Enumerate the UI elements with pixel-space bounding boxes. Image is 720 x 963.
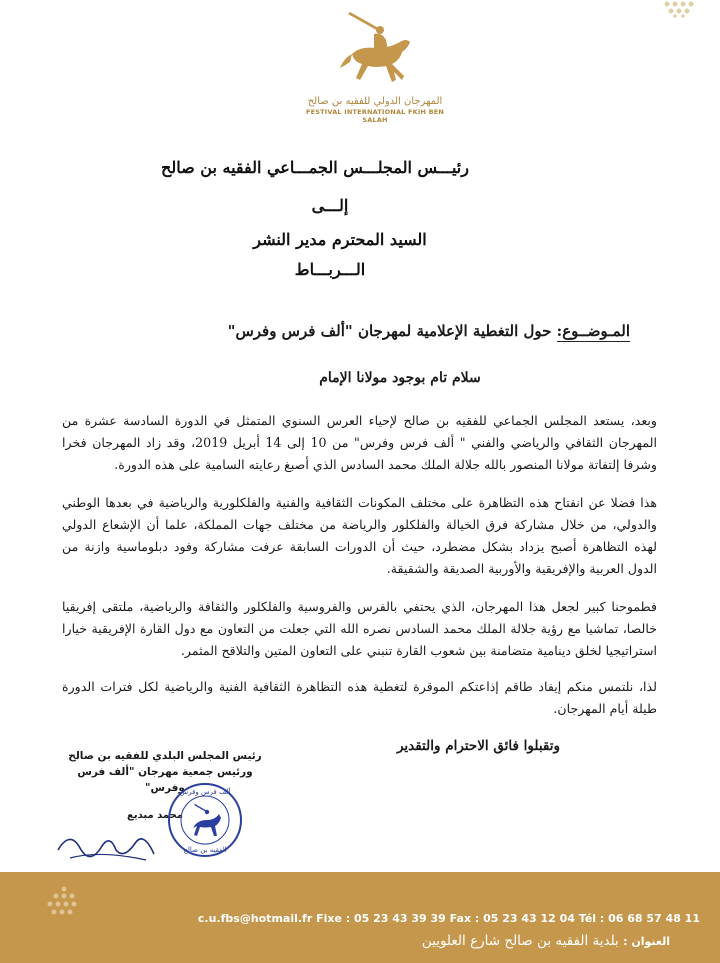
body-paragraph-2: هذا فضلا عن انفتاح هذه التظاهرة على مختلف المكونات الثقافية والفنية والفلكلورية والرياضية في بعدها الوطني والدولي، من خلال مشاركة فرق الخيالة والفلكلور والرياضة من مختلف جهات المملكة، علما أن الإشعاع الدولي لهذه التظاهرة أصبح يزداد بشكل مضطرد، حيث أن الدورات السابقة عرفت مشاركة وفود دبلوماسية وازنة من الدول العربية والإفريقية والأوربية الصديقة والشقيقة. [62, 495, 657, 576]
body-paragraph-4: لذا، نلتمس منكم إيفاد طاقم إذاعتكم الموقرة لتغطية هذه التظاهرة الثقافية الفنية والرياضية لكل فترات الدورة طيلة أيام المهرجان. [62, 679, 657, 716]
subject-label: المـوضــوع: [556, 322, 630, 340]
recipient-city: الـــربـــاط [294, 260, 366, 279]
to-label: إلـــى [311, 196, 349, 215]
letterhead-logo [300, 8, 450, 124]
decorative-dots-icon [44, 884, 84, 924]
logo-french-text: FESTIVAL INTERNATIONAL FKIH BEN SALAH [305, 108, 445, 124]
recipient-title: السيد المحترم مدير النشر [253, 230, 427, 249]
signatory-title-2: ورئيس جمعية مهرجان "ألف فرس وفرس" [77, 766, 253, 794]
address-label: العنوان : [623, 935, 670, 948]
logo-arabic-text: المهرجان الدولي للفقيه بن صالح [307, 96, 443, 107]
stamp-bottom-text: الفقيه بن صالح [183, 846, 227, 854]
handwritten-signature-icon [50, 820, 170, 870]
body-paragraph-1: وبعد، يستعد المجلس الجماعي للفقيه بن صالح لإحياء العرس السنوي المتمثل في الدورة السادسة عشرة من المهرجان الثقافي والرياضي والفني " ألف فرس وفرس" من 10 إلى 14 أبريل 2019، وقد زاد المهرجان فخرا وشرفا إلتفاتة مولانا المنصور بالله جلالة الملك محمد السادس الذي أصبغ رعايته السامية على هذه الدورة. [62, 413, 657, 472]
subject-text: حول التغطية الإعلامية لمهرجان "ألف فرس وفرس" [227, 322, 552, 340]
subject-line [210, 322, 630, 340]
decorative-dots-icon [662, 0, 702, 18]
body-paragraph-3: فطموحنا كبير لجعل هذا المهرجان، الذي يحتفي بالفرس والفروسية والفلكلور والثقافة والرياضية، ملتقى إفريقيا خالصا، تماشيا مع رؤية جلالة الملك محمد السادس نصره الله التي جعلت من التعاون مع دول القارة الإفريقية خيارا استراتيجيا لخلق دينامية متضامنة بين شعوب القارة تنبني على التعاون المتين والتلاقح المثمر. [62, 599, 657, 658]
official-stamp-icon [165, 780, 245, 860]
footer-address [200, 933, 670, 949]
closing-line: وتقبلوا فائق الاحترام والتقدير [396, 738, 560, 754]
address-text: بلدية الفقيه بن صالح شارع العلويين [421, 933, 619, 949]
signatory-name: محمد مبديع [127, 810, 183, 821]
signatory-title-1: رئيس المجلس البلدي للفقيه بن صالح [68, 750, 262, 762]
footer-contact-info: c.u.fbs@hotmail.fr Fixe : 05 23 43 39 39 Fax : 05 23 43 12 04 Tél : 06 68 57 48 11 [197, 912, 700, 925]
stamp-top-text: ألف فرس وفرس [179, 788, 231, 796]
sender-title: رئيـــس المجلـــس الجمـــاعي الفقيه بن صالح [161, 158, 469, 177]
horse-rider-icon [330, 8, 420, 96]
salutation: سلام تام بوجود مولانا الإمام [319, 370, 481, 386]
